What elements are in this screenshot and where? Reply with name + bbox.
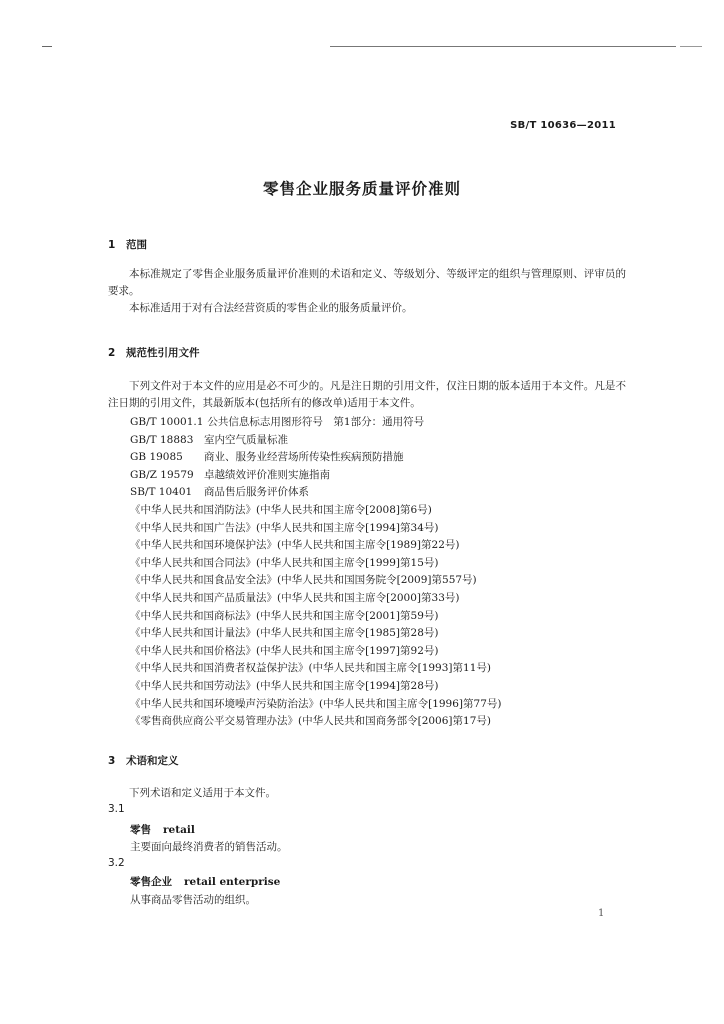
- reference-title: 《中华人民共和国食品安全法》(中华人民共和国国务院令[2009]第557号): [130, 574, 477, 587]
- reference-item: [130, 608, 501, 626]
- reference-title: 《中华人民共和国商标法》(中华人民共和国主席令[2001]第59号): [130, 609, 439, 622]
- section-1-heading: [108, 237, 147, 252]
- reference-item: [130, 590, 501, 608]
- term-heading: [130, 822, 195, 837]
- term-en: retail enterprise: [184, 876, 281, 888]
- reference-title: 《中华人民共和国环境噪声污染防治法》(中华人民共和国主席令[1996]第77号): [130, 697, 502, 710]
- header-rule-left: [42, 46, 52, 47]
- reference-item: [130, 537, 501, 555]
- reference-item: [130, 449, 501, 467]
- header-rule-right-end: [680, 46, 702, 47]
- term-heading: [130, 874, 280, 889]
- reference-title: 《中华人民共和国广告法》(中华人民共和国主席令[1994]第34号): [130, 521, 439, 534]
- reference-title: 《中华人民共和国环境保护法》(中华人民共和国主席令[1989]第22号): [130, 539, 460, 552]
- reference-title: 《中华人民共和国劳动法》(中华人民共和国主席令[1994]第28号): [130, 679, 439, 692]
- reference-item: [130, 502, 501, 520]
- section-1-body: [108, 266, 626, 317]
- header-rule-right: [330, 46, 676, 47]
- page-number: 1: [598, 908, 605, 919]
- section-number: 2: [108, 347, 116, 359]
- reference-code: GB/T 18883: [130, 433, 194, 446]
- reference-item: [130, 572, 501, 590]
- section-2-intro: [108, 378, 626, 412]
- reference-code: SB/T 10401: [130, 486, 193, 499]
- reference-title: 《零售商供应商公平交易管理办法》(中华人民共和国商务部令[2006]第17号): [130, 715, 491, 728]
- term-definition: 主要面向最终消费者的销售活动。: [130, 841, 288, 853]
- reference-item: [130, 678, 501, 696]
- reference-code: GB/T 10001.1: [130, 416, 204, 428]
- reference-title: 《中华人民共和国合同法》(中华人民共和国主席令[1999]第15号): [130, 556, 439, 569]
- term-number: 3.1: [108, 803, 125, 815]
- reference-item: [130, 414, 501, 432]
- reference-code: GB 19085: [130, 451, 183, 464]
- section-2-heading: [108, 345, 200, 360]
- reference-item: [130, 713, 501, 731]
- reference-item: [130, 432, 501, 450]
- reference-item: [130, 467, 501, 485]
- section-title: 范围: [126, 239, 147, 251]
- normative-references-list: [130, 414, 501, 731]
- paragraph: 本标准适用于对有合法经营资质的零售企业的服务质量评价。: [129, 302, 413, 314]
- section-number: 1: [108, 239, 116, 251]
- reference-title: 《中华人民共和国价格法》(中华人民共和国主席令[1997]第92号): [130, 644, 439, 657]
- reference-title: 室内空气质量标准: [204, 433, 288, 446]
- term-number: 3.2: [108, 857, 125, 869]
- document-title: 零售企业服务质量评价准则: [262, 179, 461, 198]
- standard-number: SB/T 10636—2011: [510, 120, 616, 131]
- section-3-heading: [108, 753, 179, 768]
- term-zh: 零售: [130, 824, 151, 836]
- term-zh: 零售企业: [130, 876, 172, 888]
- reference-title: 《中华人民共和国消防法》(中华人民共和国主席令[2008]第6号): [130, 503, 432, 516]
- reference-item: [130, 520, 501, 538]
- reference-code: GB/Z 19579: [130, 468, 194, 481]
- reference-title: 《中华人民共和国计量法》(中华人民共和国主席令[1985]第28号): [130, 627, 439, 640]
- paragraph: 下列术语和定义适用于本文件。: [129, 787, 276, 799]
- section-3-intro: [108, 785, 626, 802]
- reference-title: 卓越绩效评价准则实施指南: [204, 468, 330, 481]
- reference-item: [130, 696, 501, 714]
- reference-title: 《中华人民共和国产品质量法》(中华人民共和国主席令[2000]第33号): [130, 591, 460, 604]
- reference-item: [130, 625, 501, 643]
- reference-item: [130, 643, 501, 661]
- reference-title: 公共信息标志用图形符号 第1部分：通用符号: [207, 416, 425, 428]
- paragraph: 本标准规定了零售企业服务质量评价准则的术语和定义、等级划分、等级评定的组织与管理原则、评审员的要求。: [108, 268, 626, 297]
- term-definition: 从事商品零售活动的组织。: [130, 894, 256, 906]
- section-title: 术语和定义: [126, 755, 179, 767]
- reference-item: [130, 555, 501, 573]
- reference-title: 商品售后服务评价体系: [204, 486, 309, 499]
- reference-title: 商业、服务业经营场所传染性疾病预防措施: [204, 451, 404, 464]
- paragraph: 下列文件对于本文件的应用是必不可少的。凡是注日期的引用文件，仅注日期的版本适用于本文件。凡是不注日期的引用文件，其最新版本(包括所有的修改单)适用于本文件。: [108, 380, 626, 409]
- reference-title: 《中华人民共和国消费者权益保护法》(中华人民共和国主席令[1993]第11号): [130, 662, 491, 675]
- reference-item: [130, 660, 501, 678]
- section-number: 3: [108, 755, 116, 767]
- reference-item: [130, 484, 501, 502]
- section-title: 规范性引用文件: [126, 347, 200, 359]
- term-en: retail: [163, 824, 195, 836]
